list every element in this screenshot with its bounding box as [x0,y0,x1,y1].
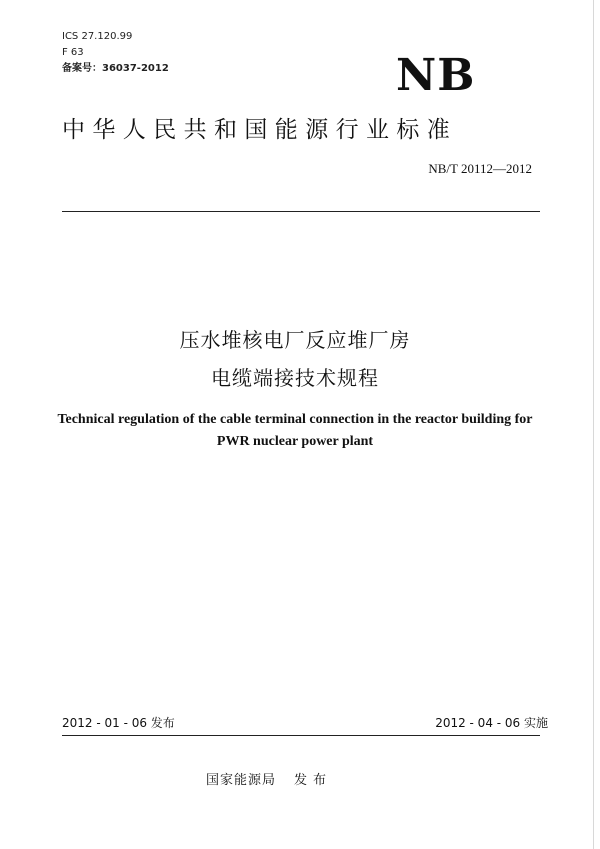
ccs-code: F 63 [62,47,84,58]
title-zh-line2: 电缆端接技术规程 [211,366,379,390]
implement-date: 2012 - 04 - 06 实施 [435,716,548,730]
filing-number: 备案号：36037-2012 [62,63,169,74]
footer-divider [62,735,540,736]
issue-date: 2012 - 01 - 06 发布 [62,716,175,730]
standard-classification: 中华人民共和国能源行业标准 [62,117,458,143]
header-divider [62,211,540,212]
issuer-action: 发布 [294,773,333,788]
title-zh-line1: 压水堆核电厂反应堆厂房 [179,328,411,352]
title-en-line1: Technical regulation of the cable terminal connection in the reactor building for [57,412,533,427]
page-edge [593,0,594,849]
standard-number: NB/T 20112—2012 [428,161,532,176]
nb-logo: NB [396,50,476,101]
issuer [206,772,332,790]
ics-code: ICS 27.120.99 [62,31,133,42]
issuer-name: 国家能源局 [206,773,277,788]
title-en-line2: PWR nuclear power plant [216,434,374,449]
